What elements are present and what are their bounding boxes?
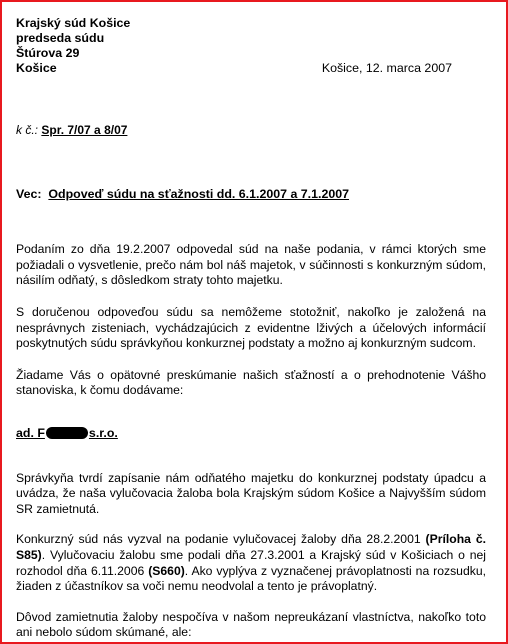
subject-line [16, 187, 486, 203]
subject-label: Vec: [16, 186, 42, 201]
paragraph-1: Podaním zo dňa 19.2.2007 odpovedal súd na naše podania, v rámci ktorých sme požiadali o vysvetlenie, prečo nám bol náš majetok, v súčinnosti s konkurzným súdom, násilím odňatý, s dôsledkom straty tohto majetku. [16, 242, 486, 288]
party-suffix: s.r.o. [88, 425, 118, 440]
attachment-ref-s85: (Príloha č. S85) [16, 532, 486, 562]
paragraph-5-part-c: . Vylučovaciu žalobu sme podali dňa 27.3.2001 a Krajský súd v Košiciach o nej rozhodol dňa 6.11.2006 [16, 547, 486, 578]
party-heading [16, 426, 486, 442]
sender-line-3: Štúrova 29 [16, 46, 80, 60]
party-prefix: ad. F [16, 425, 45, 440]
paragraph-3: Žiadame Vás o opätovné preskúmanie našich sťažností a o prehodnotenie Vášho stanoviska, k čomu dodávame: [16, 367, 486, 398]
paragraph-2: S doručenou odpoveďou súdu sa nemôžeme stotožniť, nakoľko je založená na nesprávnych zisteniach, vychádzajúcich z evidentne lživých a účelových informácií poskytnutých súdu správkyňou konkurznej podstaty a možno aj konkurzným sudcom. [16, 304, 486, 351]
sender-line-4: Košice [16, 61, 57, 75]
paragraph-6: Dôvod zamietnutia žaloby nespočíva v našom nepreukázaní vlastníctva, nakoľko toto ani nebolo súdom skúmané, ale: [16, 609, 486, 640]
paragraph-5-part-a: Konkurzný súd nás vyzval na podanie vylučovacej žaloby dňa 28.2.2001 [16, 532, 426, 547]
reference-prefix: k č.: [16, 123, 39, 137]
paragraph-4: Správkyňa tvrdí zapísanie nám odňatého majetku do konkurznej podstaty úpadcu a uvádza, že naša vylučovacia žaloba bola Krajským súdom Košice a Najvyšším súdom SR zamietnutá. [16, 470, 486, 516]
redaction-mark [46, 427, 88, 439]
letter-date: Košice, 12. marca 2007 [321, 61, 452, 75]
attachment-ref-s660: (S660) [148, 563, 185, 578]
paragraph-5-part-e: . Ako vyplýva z vyznačenej právoplatnosti na rozsudku, žiaden z účastníkov sa voči nemu neodvolal a tento je právoplatný. [16, 563, 487, 594]
paragraph-5 [16, 532, 486, 594]
reference-value: Spr. 7/07 a 8/07 [41, 123, 128, 137]
reference-line [16, 123, 486, 139]
sender-line-1: Krajský súd Košice [16, 16, 131, 30]
sender-line-2: predseda súdu [16, 31, 105, 45]
subject-text: Odpoveď súdu na sťažnosti dd. 6.1.2007 a 7.1.2007 [48, 186, 350, 201]
document-body [16, 16, 486, 641]
